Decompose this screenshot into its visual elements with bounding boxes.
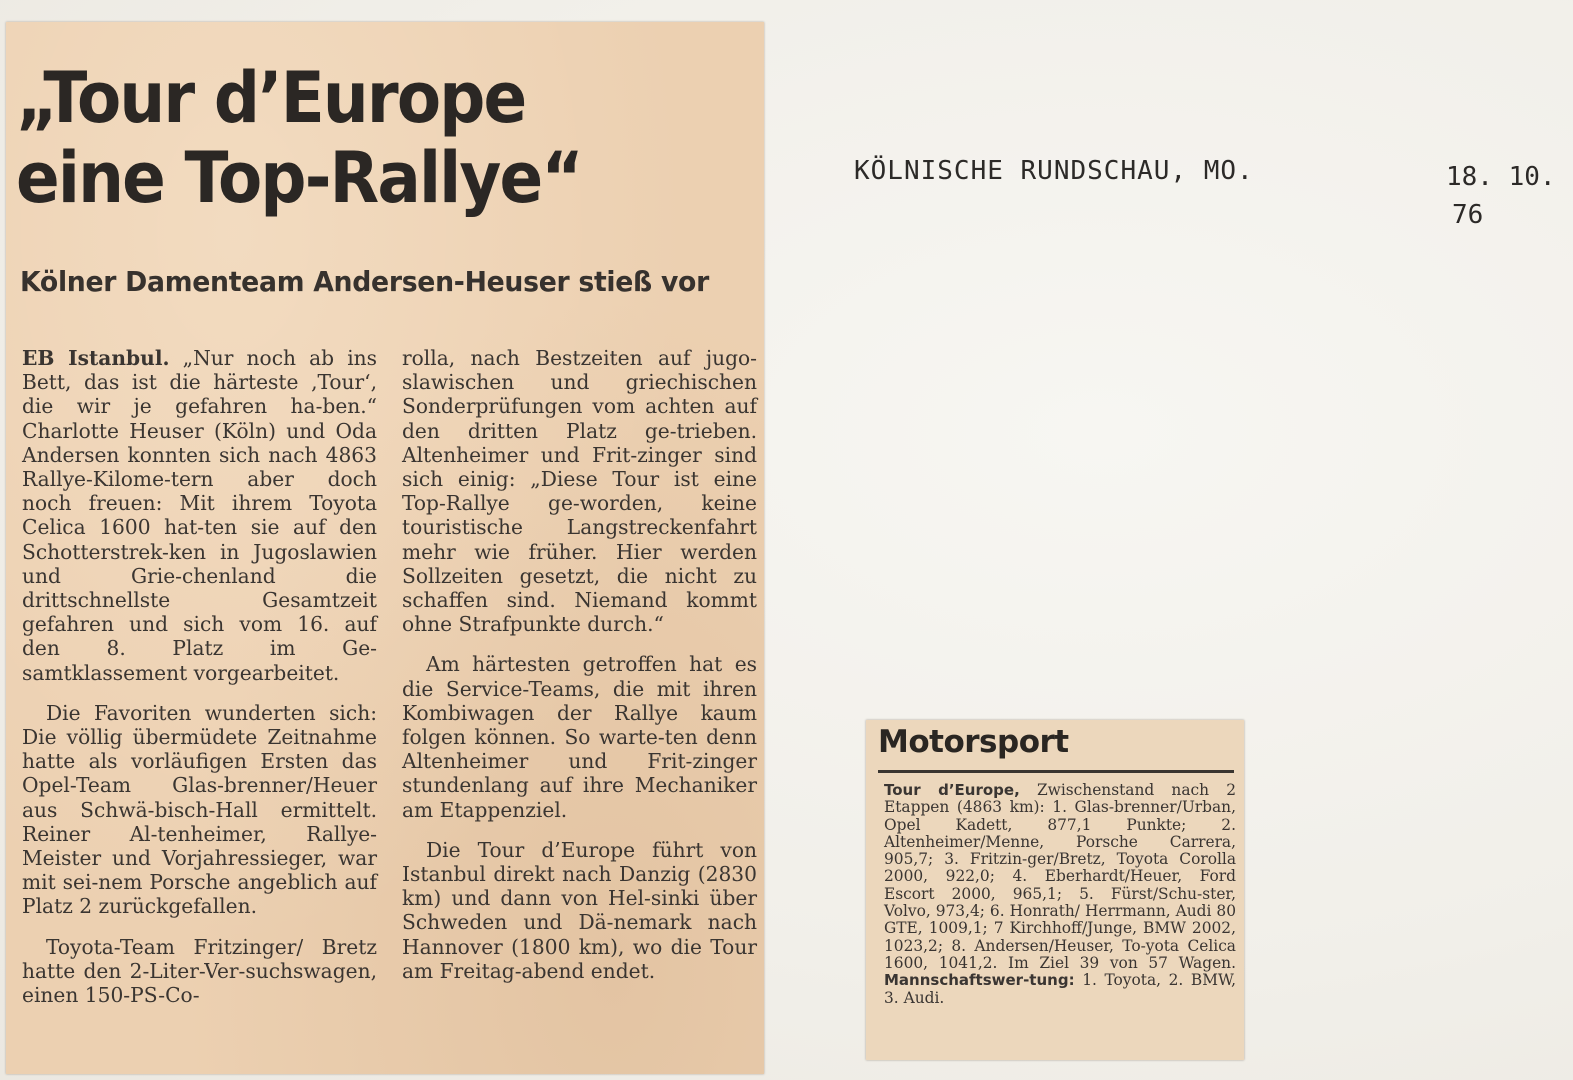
article-column-left xyxy=(22,346,377,1023)
date-line-2: 76 xyxy=(1452,200,1484,230)
title-rule xyxy=(878,770,1234,773)
newspaper-name: KÖLNISCHE RUNDSCHAU, MO. xyxy=(854,156,1254,186)
dateline: EB Istanbul. xyxy=(22,346,170,370)
motorsport-clipping xyxy=(866,720,1244,1060)
headline-line-1: „Tour d’Europe xyxy=(16,57,526,139)
subheadline: Kölner Damenteam Andersen-Heuser stieß vor xyxy=(20,266,709,298)
publication-date xyxy=(1446,158,1556,234)
date-line-1: 18. 10. xyxy=(1446,162,1556,192)
article-clipping xyxy=(6,22,764,1074)
article-column-right xyxy=(402,346,757,999)
headline-line-2: eine Top-Rallye“ xyxy=(16,137,582,219)
motorsport-text xyxy=(884,782,1236,1007)
paragraph: Toyota-Team Fritzinger/ Bretz hatte den 2-Liter-Ver-suchswagen, einen 150-PS-Co- xyxy=(22,934,377,1008)
paragraph: Die Favoriten wunderten sich: Die völlig übermüdete Zeitnahme hatte als vorläufigen Ersten das Opel-Team Glas-brenner/Heuer aus Schwä-bisch-Hall ermittelt. Reiner Al-tenheimer, Rallye-Meister und Vorjahressieger, war mit sei-nem Porsche angeblich auf Platz 2 zurückgefallen. xyxy=(22,700,377,919)
team-ranking-label: Mannschaftswer-tung: xyxy=(884,971,1075,990)
motorsport-body: Zwischenstand nach 2 Etappen (4863 km): 1. Glas-brenner/Urban, Opel Kadett, 877,1 Punkte; 2. Altenheimer/Menne, Porsche Carrera, 905,7; 3. Fritzin-ger/Bretz, Toyota Corolla 2000, 922,0; 4. Eberhardt/Heuer, Ford Escort 2000, 965,1; 5. Fürst/Schu-ster, Volvo, 973,4; 6. Honrath/ Herrmann, Audi 80 GTE, 1009,1; 7 Kirchhoff/Junge, BMW 2002, 1023,2; 8. Andersen/Heuser, To-yota Celica 1600, 1041,2. Im Ziel 39 von 57 Wagen. xyxy=(884,781,1236,972)
paragraph: Am härtesten getroffen hat es die Service-Teams, die mit ihren Kombiwagen der Rallye kaum folgen können. So warte-ten denn Altenheimer und Frit-zinger stundenlang auf ihre Mechaniker am Etappenziel. xyxy=(402,652,757,822)
paragraph: rolla, nach Bestzeiten auf jugo-slawischen und griechischen Sonderprüfungen vom achten auf den dritten Platz ge-trieben. Altenheimer und Frit-zinger sind sich einig: „Diese Tour ist eine Top-Rallye ge-worden, keine touristische Langstreckenfahrt mehr wie früher. Hier werden Sollzeiten gesetzt, die nicht zu schaffen sind. Niemand kommt ohne Strafpunkte durch.“ xyxy=(402,346,757,637)
paragraph xyxy=(22,346,377,685)
paragraph-text: „Nur noch ab ins Bett, das ist die härteste ‚Tour‘, die wir je gefahren ha-ben.“ Charlotte Heuser (Köln) und Oda Andersen konnten sich nach 4863 Rallye-Kilome-tern aber doch noch freuen: Mit ihrem Toyota Celica 1600 hat-ten sie auf den Schotterstrek-ken in Jugoslawien und Grie-chenland die drittschnellste Gesamtzeit gefahren und sich vom 16. auf den 8. Platz im Ge-samtklassement vorgearbeitet. xyxy=(22,346,378,685)
motorsport-lead: Tour d’Europe, xyxy=(884,781,1020,799)
paragraph: Die Tour d’Europe führt von Istanbul direkt nach Danzig (2830 km) und dann von Hel-sinki über Schweden und Dä-nemark nach Hannover (1800 km), wo die Tour am Freitag-abend endet. xyxy=(402,837,757,983)
headline xyxy=(16,58,582,218)
team-ranking-result: 1. Toyota, 2. BMW, 3. Audi. xyxy=(884,971,1236,1007)
motorsport-title: Motorsport xyxy=(878,724,1069,760)
